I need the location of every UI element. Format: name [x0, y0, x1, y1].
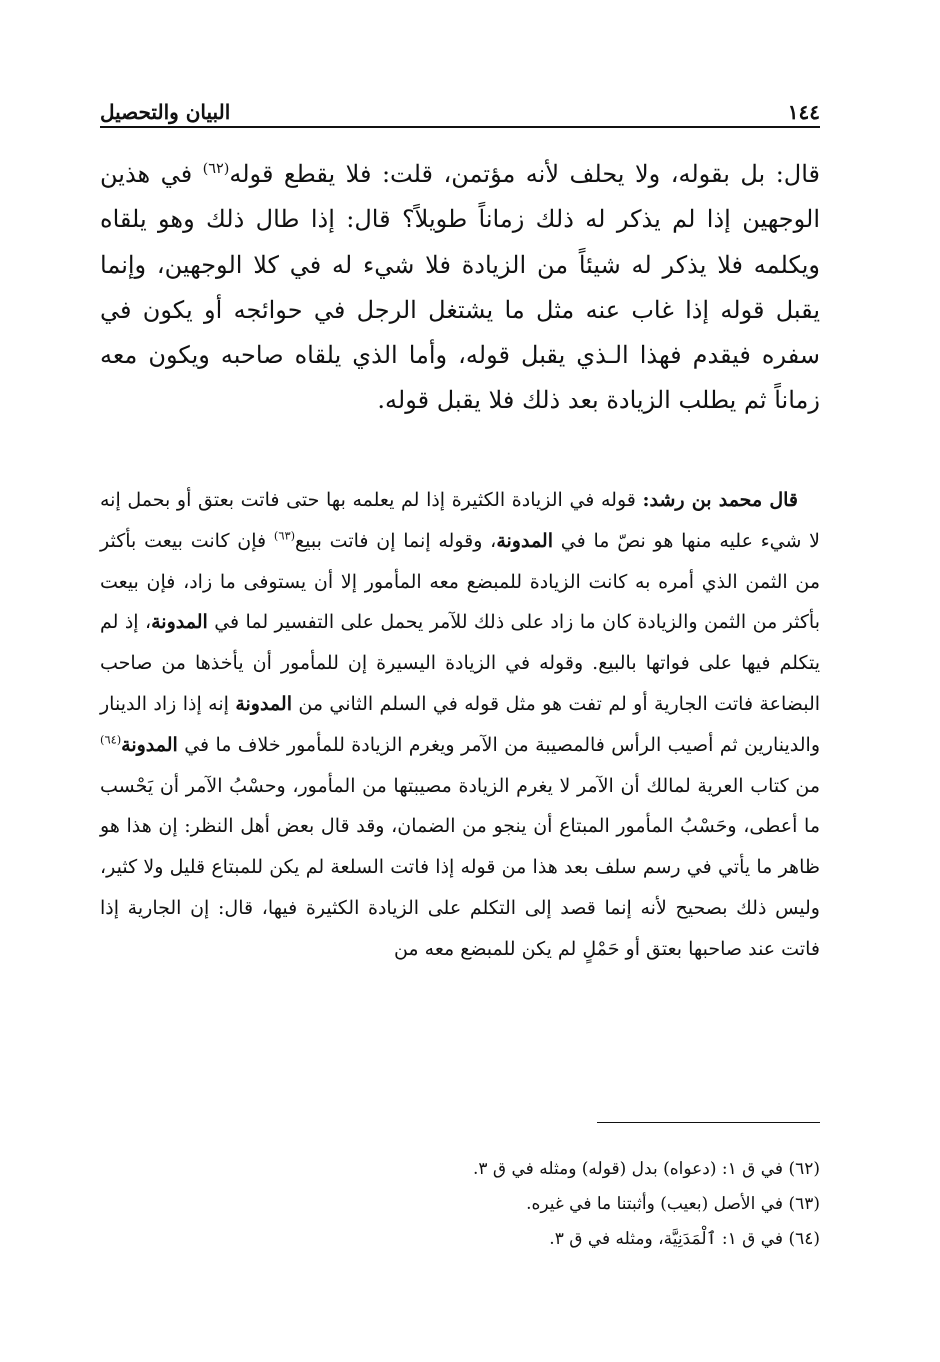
mudawwana-term: المدونة	[151, 611, 208, 634]
paragraph-2	[100, 480, 820, 970]
mudawwana-term: المدونة	[235, 692, 292, 715]
speaker-label: قال محمد بن رشد:	[642, 489, 798, 511]
footnote-64: (٦٤) في ق ١: ٱلْمَدَنِيَّة، ومثله في ق ٣.	[549, 1229, 820, 1249]
paragraph-1-text-b: في هذين الوجهين إذا لم يذكر له ذلك زماناً طويلاً؟ قال: إذا طال ذلك وهو يلقاه ويكلمه فلا يذكر له شيئاً من الزيادة فلا شيء له في كلا الوجهين، وإنما يقبل قوله إذا غاب عنه مثل ما يشتغل الرجل في حوائجه أو يكون في سفره فيقدم فهذا الـذي يقبل قوله، وأما الذي يلقاه صاحبه ويكون معه زماناً ثم يطلب الزيادة بعد ذلك فلا يقبل قوله.	[100, 160, 820, 415]
paragraph-1	[100, 152, 820, 424]
mudawwana-term: المدونة	[496, 529, 554, 552]
footnote-63: (٦٣) في الأصل (بعيب) وأثبتنا ما في غيره.	[526, 1194, 820, 1214]
paragraph-2-text-a: قوله في الزيادة الكثيرة إذا لم يعلمه بها حتى فاتت بعتق أو بحمل إنه لا شيء عليه منها هو نصّ ما في	[100, 489, 820, 552]
footnote-ref-62: (٦٢)	[202, 161, 230, 177]
paragraph-2-text-e: إنه إذا زاد الدينار والدينارين ثم أصيب الرأس فالمصيبة من الآمر ويغرم الزيادة للمأمور خلاف ما في	[100, 692, 820, 756]
paragraph-2-text-d: ، إذ لم يتكلم فيها على فواتها بالبيع. وقوله في الزيادة اليسيرة إن للمأمور أن يأخذها من صاحب البضاعة فاتت الجارية أو لم تفت هو مثل قوله في السلم الثاني من	[100, 611, 821, 715]
book-title: البيان والتحصيل	[100, 100, 231, 124]
mudawwana-term: المدونة	[121, 733, 178, 756]
page-number: ١٤٤	[787, 100, 820, 124]
paragraph-1-text-a: قال: بل بقوله، ولا يحلف لأنه مؤتمن، قلت: فلا يقطع قوله	[229, 160, 821, 188]
footnote-separator	[597, 1122, 820, 1123]
footnote-ref-64: (٦٤)	[100, 732, 122, 747]
paragraph-2-text-f: من كتاب العرية لمالك أن الآمر لا يغرم الزيادة مصيبتها من المأمور، وحسْبُ الآمر أن يَحْسب ما أعطى، وحَسْبُ المأمور المبتاع أن ينجو من الضمان، وقد قال بعض أهل النظر: إن هذا هو ظاهر ما يأتي في رسم سلف بعد هذا من قوله إذا فاتت السلعة لم يكن للمبتاع قليل ولا كثير، وليس ذلك بصحيح لأنه إنما قصد إلى التكلم على الزيادة الكثيرة فيها، قال: إن الجارية إذا فاتت عند صاحبها بعتق أو حَمْلٍ لم يكن للمبضع معه من	[100, 774, 820, 960]
paragraph-2-text-c: فإن كانت بيعت بأكثر من الثمن الذي أمره به كانت الزيادة للمبضع معه المأمور إلا أن يستوفى ما زاد، فإن بيعت بأكثر من الثمن والزيادة كان ما زاد على ذلك للآمر يحمل على التفسير لما في	[100, 529, 820, 634]
running-header	[100, 92, 820, 128]
footnote-62: (٦٢) في ق ١: (دعواه) بدل (قوله) ومثله في ق ٣.	[472, 1159, 820, 1179]
paragraph-2-text-b: ، وقوله إنما إن فاتت ببيع	[295, 529, 497, 552]
footnotes-list	[100, 1152, 820, 1257]
footnote-ref-63: (٦٣)	[273, 528, 296, 543]
